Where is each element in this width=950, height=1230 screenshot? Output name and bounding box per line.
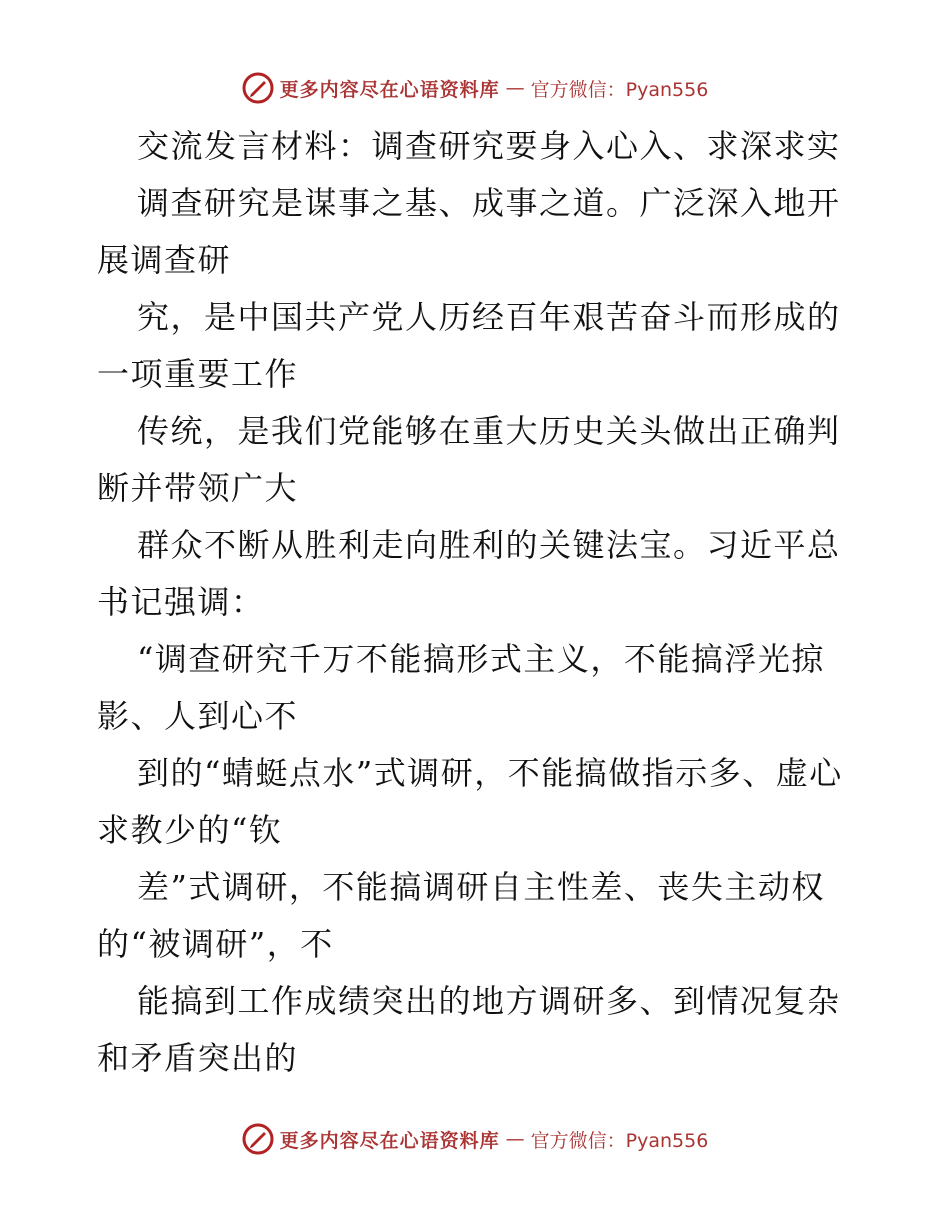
paragraph: 传统，是我们党能够在重大历史关头做出正确判断并带领广大 <box>97 412 841 507</box>
paragraph: 调查研究是谋事之基、成事之道。广泛深入地开展调查研 <box>97 184 841 279</box>
paragraph: “调查研究千万不能搞形式主义，不能搞浮光掠影、人到心不 <box>97 640 825 735</box>
document-title: 交流发言材料：调查研究要身入心入、求深求实 <box>137 127 841 165</box>
watermark-wechat: 官方微信：Pyan556 <box>530 78 709 101</box>
paragraph: 究，是中国共产党人历经百年艰苦奋斗而形成的一项重要工作 <box>97 298 841 393</box>
document-body <box>97 118 857 1087</box>
paragraph: 能搞到工作成绩突出的地方调研多、到情况复杂和矛盾突出的 <box>97 982 841 1077</box>
paragraph: 差”式调研，不能搞调研自主性差、丧失主动权的“被调研”，不 <box>97 868 825 963</box>
watermark-separator: — <box>505 1128 525 1150</box>
paragraph: 群众不断从胜利走向胜利的关键法宝。习近平总书记强调： <box>97 526 841 621</box>
watermark-brand: 更多内容尽在心语资料库 <box>279 78 500 101</box>
watermark-wechat: 官方微信：Pyan556 <box>530 1129 709 1152</box>
pen-logo-icon <box>242 1123 274 1155</box>
header-watermark <box>0 72 950 104</box>
paragraph: 到的“蜻蜓点水”式调研，不能搞做指示多、虚心求教少的“钦 <box>97 754 843 849</box>
footer-watermark <box>0 1123 950 1155</box>
watermark-separator: — <box>505 77 525 99</box>
pen-logo-icon <box>242 72 274 104</box>
watermark-brand: 更多内容尽在心语资料库 <box>279 1129 500 1152</box>
